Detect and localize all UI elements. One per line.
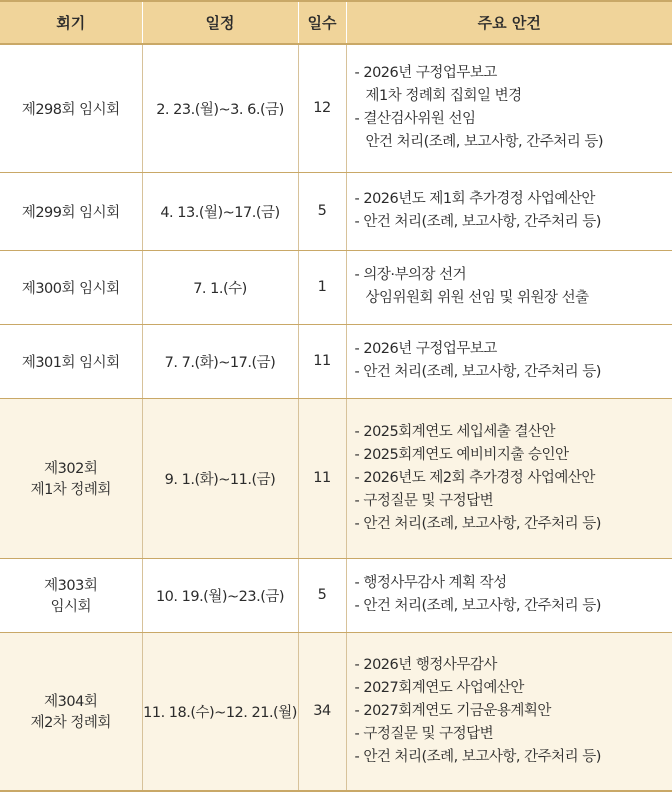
agenda-line: - 2026년 행정사무감사 [354,656,497,673]
session-line: 제303회 [44,578,98,594]
days-cell: 12 [298,44,346,172]
agenda-cell [346,324,672,398]
days-cell: 34 [298,632,346,791]
agenda-cell [346,632,672,791]
schedule-cell: 2. 23.(월)~3. 6.(금) [142,44,298,172]
session-cell [0,632,142,791]
session-line: 제302회 [44,461,98,477]
schedule-cell: 10. 19.(월)~23.(금) [142,558,298,632]
agenda-cell [346,398,672,558]
agenda-line: 제1차 정례회 집회일 변경 [365,88,522,105]
table-row [0,172,672,250]
schedule-cell: 9. 1.(화)~11.(금) [142,398,298,558]
schedule-cell: 11. 18.(수)~12. 21.(월) [142,632,298,791]
session-cell [0,324,142,398]
days-cell: 1 [298,250,346,324]
agenda-cell [346,558,672,632]
session-cell [0,250,142,324]
session-cell [0,558,142,632]
schedule-cell: 4. 13.(월)~17.(금) [142,172,298,250]
days-cell: 5 [298,558,346,632]
session-line: 제298회 임시회 [21,101,120,118]
session-line: 제299회 임시회 [21,204,120,221]
header-session: 회기 [0,1,142,44]
session-line: 임시회 [50,599,92,615]
agenda-line: - 안건 처리(조례, 보고사항, 간주처리 등) [354,214,601,230]
table-row [0,324,672,398]
agenda-line: - 2026년 구정업무보고 [354,65,497,82]
table-row [0,250,672,324]
agenda-line: - 안건 처리(조례, 보고사항, 간주처리 등) [354,364,601,380]
header-days: 일수 [298,1,346,44]
agenda-cell [346,172,672,250]
agenda-line: - 안건 처리(조례, 보고사항, 간주처리 등) [354,748,601,765]
header-schedule: 일정 [142,1,298,44]
session-cell [0,44,142,172]
agenda-line: - 2026년도 제2회 추가경정 사업예산안 [354,469,595,486]
agenda-cell [346,44,672,172]
schedule-cell: 7. 1.(수) [142,250,298,324]
table-row [0,398,672,558]
agenda-line: - 구정질문 및 구정답변 [354,492,494,509]
schedule-cell: 7. 7.(화)~17.(금) [142,324,298,398]
session-line: 제1차 정례회 [30,482,111,498]
agenda-line: - 2026년도 제1회 추가경정 사업예산안 [354,191,595,207]
agenda-line: - 의장·부의장 선거 [354,267,467,283]
header-row [0,1,672,44]
agenda-line: 안건 처리(조례, 보고사항, 간주처리 등) [365,134,604,151]
agenda-cell [346,250,672,324]
agenda-line: - 안건 처리(조례, 보고사항, 간주처리 등) [354,598,601,614]
session-line: 제304회 [44,694,98,711]
agenda-line: - 구정질문 및 구정답변 [354,725,494,742]
agenda-line: - 2027회계연도 기금운용계획안 [354,702,551,719]
agenda-line: - 결산검사위원 선임 [354,111,476,128]
days-cell: 11 [298,398,346,558]
agenda-line: - 2026년 구정업무보고 [354,341,497,357]
table-row [0,632,672,791]
agenda-line: - 2025회계연도 예비비지출 승인안 [354,446,569,463]
session-line: 제301회 임시회 [21,354,120,371]
agenda-line: - 2027회계연도 사업예산안 [354,679,524,696]
session-cell [0,172,142,250]
agenda-line: - 안건 처리(조례, 보고사항, 간주처리 등) [354,515,601,532]
session-line: 제300회 임시회 [21,280,120,297]
table-row [0,44,672,172]
agenda-line: - 행정사무감사 계획 작성 [354,575,507,591]
table-row [0,558,672,632]
days-cell: 11 [298,324,346,398]
days-cell: 5 [298,172,346,250]
header-agenda: 주요 안건 [346,1,672,44]
session-cell [0,398,142,558]
agenda-line: 상임위원회 위원 선임 및 위원장 선출 [365,290,589,306]
session-line: 제2차 정례회 [30,715,111,732]
agenda-line: - 2025회계연도 세입세출 결산안 [354,423,556,440]
